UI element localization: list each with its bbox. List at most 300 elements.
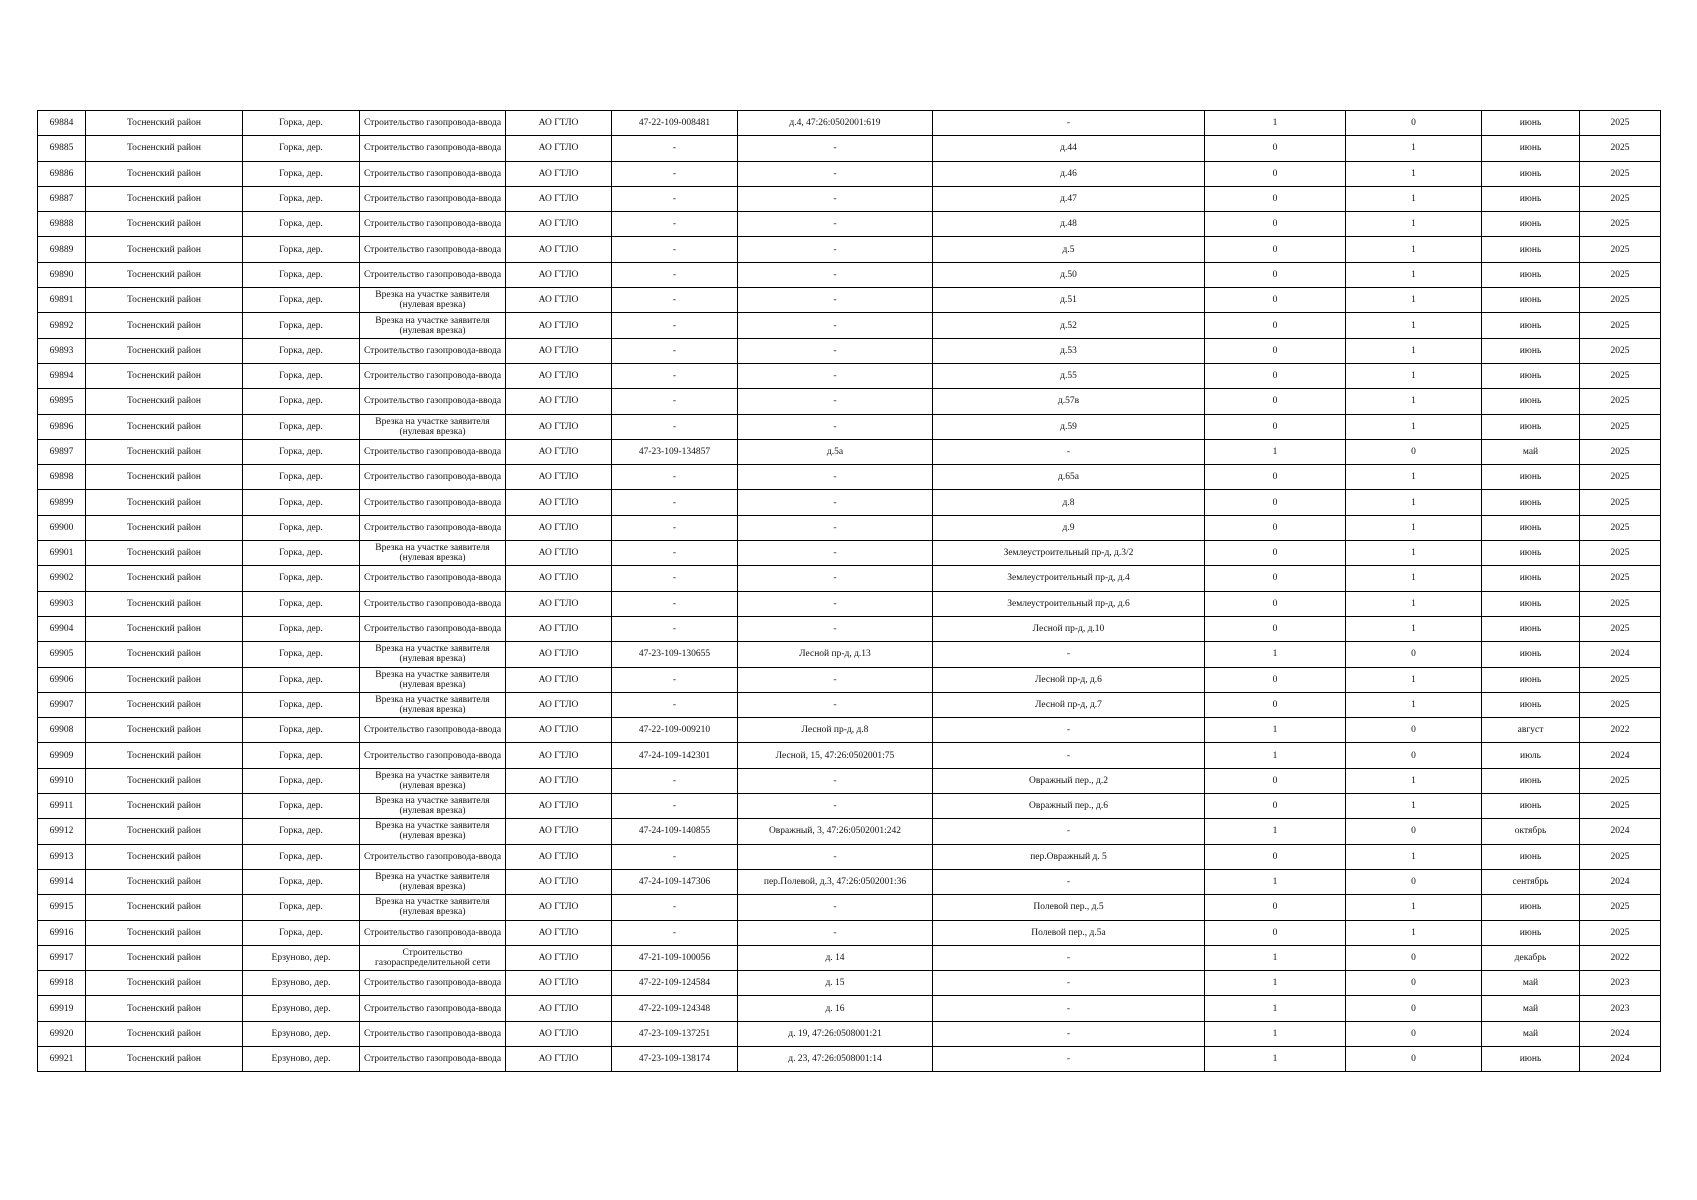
table-row bbox=[38, 389, 1661, 414]
organization-cell: АО ГТЛО bbox=[506, 414, 612, 439]
application-number-cell: 47-23-109-130655 bbox=[612, 642, 738, 667]
month-cell: июнь bbox=[1482, 895, 1580, 920]
application-number-cell: 47-24-109-140855 bbox=[612, 819, 738, 844]
district-cell: Тосненский район bbox=[86, 768, 243, 793]
work-type-cell: Врезка на участке заявителя (нулевая врезка) bbox=[360, 895, 506, 920]
application-number-cell: 47-21-109-100056 bbox=[612, 945, 738, 970]
application-number-cell: 47-22-109-124584 bbox=[612, 971, 738, 996]
planned-address-cell: - bbox=[933, 111, 1205, 136]
count-b-cell: 1 bbox=[1346, 490, 1482, 515]
planned-address-cell: д.44 bbox=[933, 136, 1205, 161]
month-cell: июнь bbox=[1482, 288, 1580, 313]
count-b-cell: 1 bbox=[1346, 667, 1482, 692]
count-b-cell: 1 bbox=[1346, 414, 1482, 439]
year-cell: 2025 bbox=[1580, 288, 1661, 313]
row-id-cell: 69910 bbox=[38, 768, 86, 793]
row-id-cell: 69915 bbox=[38, 895, 86, 920]
address-cell: Овражный, 3, 47:26:0502001:242 bbox=[738, 819, 933, 844]
count-a-cell: 0 bbox=[1205, 616, 1346, 641]
settlement-cell: Горка, дер. bbox=[243, 186, 360, 211]
table-row bbox=[38, 591, 1661, 616]
application-number-cell: - bbox=[612, 490, 738, 515]
table-row bbox=[38, 465, 1661, 490]
month-cell: июнь bbox=[1482, 541, 1580, 566]
count-b-cell: 0 bbox=[1346, 945, 1482, 970]
district-cell: Тосненский район bbox=[86, 1021, 243, 1046]
row-id-cell: 69897 bbox=[38, 439, 86, 464]
year-cell: 2025 bbox=[1580, 768, 1661, 793]
work-type-cell: Строительство газопровода-ввода bbox=[360, 161, 506, 186]
organization-cell: АО ГТЛО bbox=[506, 1021, 612, 1046]
row-id-cell: 69901 bbox=[38, 541, 86, 566]
organization-cell: АО ГТЛО bbox=[506, 515, 612, 540]
settlement-cell: Ерзуново, дер. bbox=[243, 996, 360, 1021]
table-row bbox=[38, 692, 1661, 717]
table-row bbox=[38, 819, 1661, 844]
organization-cell: АО ГТЛО bbox=[506, 794, 612, 819]
row-id-cell: 69892 bbox=[38, 313, 86, 338]
count-b-cell: 1 bbox=[1346, 566, 1482, 591]
work-type-cell: Врезка на участке заявителя (нулевая врезка) bbox=[360, 794, 506, 819]
application-number-cell: 47-22-109-124348 bbox=[612, 996, 738, 1021]
row-id-cell: 69900 bbox=[38, 515, 86, 540]
table-row bbox=[38, 971, 1661, 996]
table-row bbox=[38, 161, 1661, 186]
work-type-cell: Строительство газопровода-ввода bbox=[360, 743, 506, 768]
planned-address-cell: Лесной пр-д, д.7 bbox=[933, 692, 1205, 717]
count-b-cell: 1 bbox=[1346, 616, 1482, 641]
work-type-cell: Строительство газопровода-ввода bbox=[360, 996, 506, 1021]
year-cell: 2025 bbox=[1580, 161, 1661, 186]
work-type-cell: Строительство газопровода-ввода bbox=[360, 363, 506, 388]
count-a-cell: 1 bbox=[1205, 971, 1346, 996]
month-cell: июнь bbox=[1482, 465, 1580, 490]
year-cell: 2025 bbox=[1580, 667, 1661, 692]
organization-cell: АО ГТЛО bbox=[506, 642, 612, 667]
settlement-cell: Горка, дер. bbox=[243, 111, 360, 136]
application-number-cell: 47-23-109-138174 bbox=[612, 1046, 738, 1071]
count-b-cell: 1 bbox=[1346, 692, 1482, 717]
organization-cell: АО ГТЛО bbox=[506, 920, 612, 945]
count-a-cell: 0 bbox=[1205, 541, 1346, 566]
address-cell: - bbox=[738, 768, 933, 793]
table-row bbox=[38, 642, 1661, 667]
count-b-cell: 0 bbox=[1346, 743, 1482, 768]
month-cell: июнь bbox=[1482, 363, 1580, 388]
year-cell: 2025 bbox=[1580, 566, 1661, 591]
settlement-cell: Горка, дер. bbox=[243, 136, 360, 161]
count-a-cell: 0 bbox=[1205, 313, 1346, 338]
organization-cell: АО ГТЛО bbox=[506, 869, 612, 894]
settlement-cell: Горка, дер. bbox=[243, 667, 360, 692]
organization-cell: АО ГТЛО bbox=[506, 996, 612, 1021]
count-b-cell: 0 bbox=[1346, 642, 1482, 667]
row-id-cell: 69891 bbox=[38, 288, 86, 313]
settlement-cell: Горка, дер. bbox=[243, 389, 360, 414]
planned-address-cell: д.8 bbox=[933, 490, 1205, 515]
month-cell: июнь bbox=[1482, 794, 1580, 819]
count-b-cell: 0 bbox=[1346, 996, 1482, 1021]
year-cell: 2024 bbox=[1580, 1046, 1661, 1071]
address-cell: Лесной пр-д, д.13 bbox=[738, 642, 933, 667]
year-cell: 2025 bbox=[1580, 338, 1661, 363]
table-row bbox=[38, 288, 1661, 313]
count-b-cell: 0 bbox=[1346, 819, 1482, 844]
planned-address-cell: д.55 bbox=[933, 363, 1205, 388]
table-row bbox=[38, 743, 1661, 768]
planned-address-cell: д.65а bbox=[933, 465, 1205, 490]
row-id-cell: 69913 bbox=[38, 844, 86, 869]
row-id-cell: 69921 bbox=[38, 1046, 86, 1071]
application-number-cell: - bbox=[612, 794, 738, 819]
district-cell: Тосненский район bbox=[86, 667, 243, 692]
planned-address-cell: - bbox=[933, 439, 1205, 464]
application-number-cell: 47-23-109-134857 bbox=[612, 439, 738, 464]
application-number-cell: - bbox=[612, 161, 738, 186]
month-cell: июнь bbox=[1482, 616, 1580, 641]
month-cell: июнь bbox=[1482, 692, 1580, 717]
settlement-cell: Горка, дер. bbox=[243, 439, 360, 464]
address-cell: - bbox=[738, 212, 933, 237]
count-a-cell: 0 bbox=[1205, 566, 1346, 591]
address-cell: - bbox=[738, 414, 933, 439]
table-row bbox=[38, 515, 1661, 540]
year-cell: 2025 bbox=[1580, 186, 1661, 211]
settlement-cell: Ерзуново, дер. bbox=[243, 1021, 360, 1046]
count-b-cell: 0 bbox=[1346, 1021, 1482, 1046]
planned-address-cell: Землеустроительный пр-д, д.3/2 bbox=[933, 541, 1205, 566]
work-type-cell: Строительство газопровода-ввода bbox=[360, 490, 506, 515]
year-cell: 2025 bbox=[1580, 262, 1661, 287]
district-cell: Тосненский район bbox=[86, 186, 243, 211]
count-b-cell: 1 bbox=[1346, 363, 1482, 388]
address-cell: - bbox=[738, 667, 933, 692]
district-cell: Тосненский район bbox=[86, 616, 243, 641]
organization-cell: АО ГТЛО bbox=[506, 768, 612, 793]
year-cell: 2025 bbox=[1580, 136, 1661, 161]
work-type-cell: Строительство газопровода-ввода bbox=[360, 439, 506, 464]
application-number-cell: 47-24-109-147306 bbox=[612, 869, 738, 894]
year-cell: 2025 bbox=[1580, 794, 1661, 819]
planned-address-cell: д.57в bbox=[933, 389, 1205, 414]
address-cell: д. 23, 47:26:0508001:14 bbox=[738, 1046, 933, 1071]
planned-address-cell: пер.Овражный д. 5 bbox=[933, 844, 1205, 869]
address-cell: д. 19, 47:26:0508001:21 bbox=[738, 1021, 933, 1046]
settlement-cell: Горка, дер. bbox=[243, 692, 360, 717]
count-b-cell: 1 bbox=[1346, 591, 1482, 616]
organization-cell: АО ГТЛО bbox=[506, 136, 612, 161]
address-cell: - bbox=[738, 465, 933, 490]
planned-address-cell: - bbox=[933, 1046, 1205, 1071]
month-cell: июнь bbox=[1482, 642, 1580, 667]
address-cell: - bbox=[738, 591, 933, 616]
work-type-cell: Врезка на участке заявителя (нулевая врезка) bbox=[360, 667, 506, 692]
organization-cell: АО ГТЛО bbox=[506, 692, 612, 717]
address-cell: - bbox=[738, 338, 933, 363]
month-cell: июнь bbox=[1482, 262, 1580, 287]
address-cell: - bbox=[738, 616, 933, 641]
district-cell: Тосненский район bbox=[86, 161, 243, 186]
year-cell: 2025 bbox=[1580, 920, 1661, 945]
month-cell: июнь bbox=[1482, 237, 1580, 262]
count-b-cell: 1 bbox=[1346, 895, 1482, 920]
planned-address-cell: - bbox=[933, 971, 1205, 996]
application-number-cell: - bbox=[612, 186, 738, 211]
month-cell: июнь bbox=[1482, 136, 1580, 161]
settlement-cell: Горка, дер. bbox=[243, 237, 360, 262]
row-id-cell: 69911 bbox=[38, 794, 86, 819]
district-cell: Тосненский район bbox=[86, 338, 243, 363]
month-cell: май bbox=[1482, 971, 1580, 996]
month-cell: июнь bbox=[1482, 338, 1580, 363]
count-b-cell: 1 bbox=[1346, 794, 1482, 819]
application-number-cell: - bbox=[612, 237, 738, 262]
row-id-cell: 69899 bbox=[38, 490, 86, 515]
planned-address-cell: Землеустроительный пр-д, д.6 bbox=[933, 591, 1205, 616]
count-b-cell: 0 bbox=[1346, 1046, 1482, 1071]
work-type-cell: Строительство газопровода-ввода bbox=[360, 111, 506, 136]
district-cell: Тосненский район bbox=[86, 313, 243, 338]
district-cell: Тосненский район bbox=[86, 136, 243, 161]
month-cell: октябрь bbox=[1482, 819, 1580, 844]
application-number-cell: - bbox=[612, 136, 738, 161]
application-number-cell: 47-22-109-008481 bbox=[612, 111, 738, 136]
count-a-cell: 0 bbox=[1205, 186, 1346, 211]
table-row bbox=[38, 262, 1661, 287]
address-cell: - bbox=[738, 313, 933, 338]
count-a-cell: 1 bbox=[1205, 996, 1346, 1021]
application-number-cell: - bbox=[612, 541, 738, 566]
organization-cell: АО ГТЛО bbox=[506, 945, 612, 970]
settlement-cell: Горка, дер. bbox=[243, 515, 360, 540]
organization-cell: АО ГТЛО bbox=[506, 971, 612, 996]
settlement-cell: Горка, дер. bbox=[243, 313, 360, 338]
row-id-cell: 69902 bbox=[38, 566, 86, 591]
district-cell: Тосненский район bbox=[86, 743, 243, 768]
count-a-cell: 0 bbox=[1205, 920, 1346, 945]
work-type-cell: Строительство газопровода-ввода bbox=[360, 616, 506, 641]
count-a-cell: 0 bbox=[1205, 161, 1346, 186]
year-cell: 2025 bbox=[1580, 237, 1661, 262]
organization-cell: АО ГТЛО bbox=[506, 288, 612, 313]
row-id-cell: 69916 bbox=[38, 920, 86, 945]
planned-address-cell: - bbox=[933, 996, 1205, 1021]
district-cell: Тосненский район bbox=[86, 794, 243, 819]
settlement-cell: Горка, дер. bbox=[243, 262, 360, 287]
work-type-cell: Врезка на участке заявителя (нулевая врезка) bbox=[360, 288, 506, 313]
organization-cell: АО ГТЛО bbox=[506, 844, 612, 869]
work-type-cell: Строительство газопровода-ввода bbox=[360, 971, 506, 996]
organization-cell: АО ГТЛО bbox=[506, 718, 612, 743]
application-number-cell: - bbox=[612, 212, 738, 237]
row-id-cell: 69906 bbox=[38, 667, 86, 692]
planned-address-cell: - bbox=[933, 642, 1205, 667]
district-cell: Тосненский район bbox=[86, 971, 243, 996]
row-id-cell: 69889 bbox=[38, 237, 86, 262]
work-type-cell: Строительство газопровода-ввода bbox=[360, 338, 506, 363]
work-type-cell: Строительство газопровода-ввода bbox=[360, 389, 506, 414]
application-number-cell: 47-24-109-142301 bbox=[612, 743, 738, 768]
address-cell: - bbox=[738, 490, 933, 515]
organization-cell: АО ГТЛО bbox=[506, 161, 612, 186]
application-number-cell: 47-22-109-009210 bbox=[612, 718, 738, 743]
month-cell: декабрь bbox=[1482, 945, 1580, 970]
table-row bbox=[38, 186, 1661, 211]
table-row bbox=[38, 363, 1661, 388]
organization-cell: АО ГТЛО bbox=[506, 1046, 612, 1071]
year-cell: 2025 bbox=[1580, 212, 1661, 237]
address-cell: - bbox=[738, 844, 933, 869]
district-cell: Тосненский район bbox=[86, 692, 243, 717]
count-a-cell: 0 bbox=[1205, 288, 1346, 313]
table-row bbox=[38, 794, 1661, 819]
year-cell: 2023 bbox=[1580, 996, 1661, 1021]
application-number-cell: 47-23-109-137251 bbox=[612, 1021, 738, 1046]
row-id-cell: 69890 bbox=[38, 262, 86, 287]
application-number-cell: - bbox=[612, 895, 738, 920]
table-row bbox=[38, 338, 1661, 363]
month-cell: август bbox=[1482, 718, 1580, 743]
year-cell: 2025 bbox=[1580, 895, 1661, 920]
year-cell: 2025 bbox=[1580, 541, 1661, 566]
district-cell: Тосненский район bbox=[86, 389, 243, 414]
planned-address-cell: Овражный пер., д.6 bbox=[933, 794, 1205, 819]
work-type-cell: Врезка на участке заявителя (нулевая врезка) bbox=[360, 869, 506, 894]
work-type-cell: Строительство газопровода-ввода bbox=[360, 566, 506, 591]
settlement-cell: Горка, дер. bbox=[243, 541, 360, 566]
settlement-cell: Горка, дер. bbox=[243, 465, 360, 490]
application-number-cell: - bbox=[612, 414, 738, 439]
row-id-cell: 69893 bbox=[38, 338, 86, 363]
data-table bbox=[37, 110, 1661, 1072]
settlement-cell: Горка, дер. bbox=[243, 616, 360, 641]
work-type-cell: Строительство газопровода-ввода bbox=[360, 718, 506, 743]
month-cell: май bbox=[1482, 439, 1580, 464]
work-type-cell: Строительство газопровода-ввода bbox=[360, 920, 506, 945]
count-a-cell: 0 bbox=[1205, 414, 1346, 439]
count-a-cell: 0 bbox=[1205, 136, 1346, 161]
table-body bbox=[38, 111, 1661, 1072]
settlement-cell: Горка, дер. bbox=[243, 718, 360, 743]
year-cell: 2024 bbox=[1580, 869, 1661, 894]
address-cell: - bbox=[738, 237, 933, 262]
count-b-cell: 1 bbox=[1346, 844, 1482, 869]
row-id-cell: 69912 bbox=[38, 819, 86, 844]
row-id-cell: 69920 bbox=[38, 1021, 86, 1046]
count-b-cell: 0 bbox=[1346, 111, 1482, 136]
month-cell: июнь bbox=[1482, 844, 1580, 869]
district-cell: Тосненский район bbox=[86, 566, 243, 591]
planned-address-cell: д.52 bbox=[933, 313, 1205, 338]
count-a-cell: 1 bbox=[1205, 718, 1346, 743]
planned-address-cell: д.59 bbox=[933, 414, 1205, 439]
planned-address-cell: д.48 bbox=[933, 212, 1205, 237]
address-cell: д.5а bbox=[738, 439, 933, 464]
table-row bbox=[38, 490, 1661, 515]
table-row bbox=[38, 414, 1661, 439]
address-cell: - bbox=[738, 363, 933, 388]
address-cell: - bbox=[738, 161, 933, 186]
settlement-cell: Горка, дер. bbox=[243, 768, 360, 793]
count-a-cell: 0 bbox=[1205, 591, 1346, 616]
organization-cell: АО ГТЛО bbox=[506, 237, 612, 262]
table-row bbox=[38, 313, 1661, 338]
count-a-cell: 1 bbox=[1205, 642, 1346, 667]
district-cell: Тосненский район bbox=[86, 363, 243, 388]
organization-cell: АО ГТЛО bbox=[506, 212, 612, 237]
count-b-cell: 1 bbox=[1346, 237, 1482, 262]
month-cell: май bbox=[1482, 996, 1580, 1021]
count-a-cell: 0 bbox=[1205, 667, 1346, 692]
organization-cell: АО ГТЛО bbox=[506, 490, 612, 515]
row-id-cell: 69888 bbox=[38, 212, 86, 237]
year-cell: 2025 bbox=[1580, 490, 1661, 515]
work-type-cell: Строительство газопровода-ввода bbox=[360, 844, 506, 869]
organization-cell: АО ГТЛО bbox=[506, 465, 612, 490]
district-cell: Тосненский район bbox=[86, 490, 243, 515]
application-number-cell: - bbox=[612, 288, 738, 313]
planned-address-cell: - bbox=[933, 869, 1205, 894]
year-cell: 2022 bbox=[1580, 718, 1661, 743]
table-row bbox=[38, 237, 1661, 262]
table-row bbox=[38, 996, 1661, 1021]
month-cell: июнь bbox=[1482, 161, 1580, 186]
count-b-cell: 1 bbox=[1346, 262, 1482, 287]
application-number-cell: - bbox=[612, 692, 738, 717]
district-cell: Тосненский район bbox=[86, 945, 243, 970]
year-cell: 2022 bbox=[1580, 945, 1661, 970]
planned-address-cell: д.50 bbox=[933, 262, 1205, 287]
count-a-cell: 1 bbox=[1205, 439, 1346, 464]
organization-cell: АО ГТЛО bbox=[506, 389, 612, 414]
settlement-cell: Ерзуново, дер. bbox=[243, 945, 360, 970]
row-id-cell: 69914 bbox=[38, 869, 86, 894]
month-cell: июнь bbox=[1482, 920, 1580, 945]
work-type-cell: Строительство газопровода-ввода bbox=[360, 591, 506, 616]
year-cell: 2025 bbox=[1580, 844, 1661, 869]
table-row bbox=[38, 111, 1661, 136]
work-type-cell: Врезка на участке заявителя (нулевая врезка) bbox=[360, 414, 506, 439]
organization-cell: АО ГТЛО bbox=[506, 313, 612, 338]
address-cell: - bbox=[738, 920, 933, 945]
district-cell: Тосненский район bbox=[86, 895, 243, 920]
month-cell: июнь bbox=[1482, 414, 1580, 439]
work-type-cell: Строительство газопровода-ввода bbox=[360, 515, 506, 540]
planned-address-cell: - bbox=[933, 718, 1205, 743]
organization-cell: АО ГТЛО bbox=[506, 566, 612, 591]
planned-address-cell: Овражный пер., д.2 bbox=[933, 768, 1205, 793]
planned-address-cell: д.46 bbox=[933, 161, 1205, 186]
table-row bbox=[38, 1021, 1661, 1046]
district-cell: Тосненский район bbox=[86, 819, 243, 844]
address-cell: Лесной пр-д, д.8 bbox=[738, 718, 933, 743]
month-cell: июнь bbox=[1482, 1046, 1580, 1071]
table-row bbox=[38, 1046, 1661, 1071]
row-id-cell: 69885 bbox=[38, 136, 86, 161]
district-cell: Тосненский район bbox=[86, 920, 243, 945]
application-number-cell: - bbox=[612, 616, 738, 641]
settlement-cell: Горка, дер. bbox=[243, 743, 360, 768]
month-cell: июль bbox=[1482, 743, 1580, 768]
month-cell: июнь bbox=[1482, 212, 1580, 237]
count-a-cell: 1 bbox=[1205, 743, 1346, 768]
year-cell: 2025 bbox=[1580, 616, 1661, 641]
year-cell: 2025 bbox=[1580, 363, 1661, 388]
year-cell: 2024 bbox=[1580, 819, 1661, 844]
row-id-cell: 69886 bbox=[38, 161, 86, 186]
work-type-cell: Строительство газопровода-ввода bbox=[360, 262, 506, 287]
address-cell: - bbox=[738, 692, 933, 717]
